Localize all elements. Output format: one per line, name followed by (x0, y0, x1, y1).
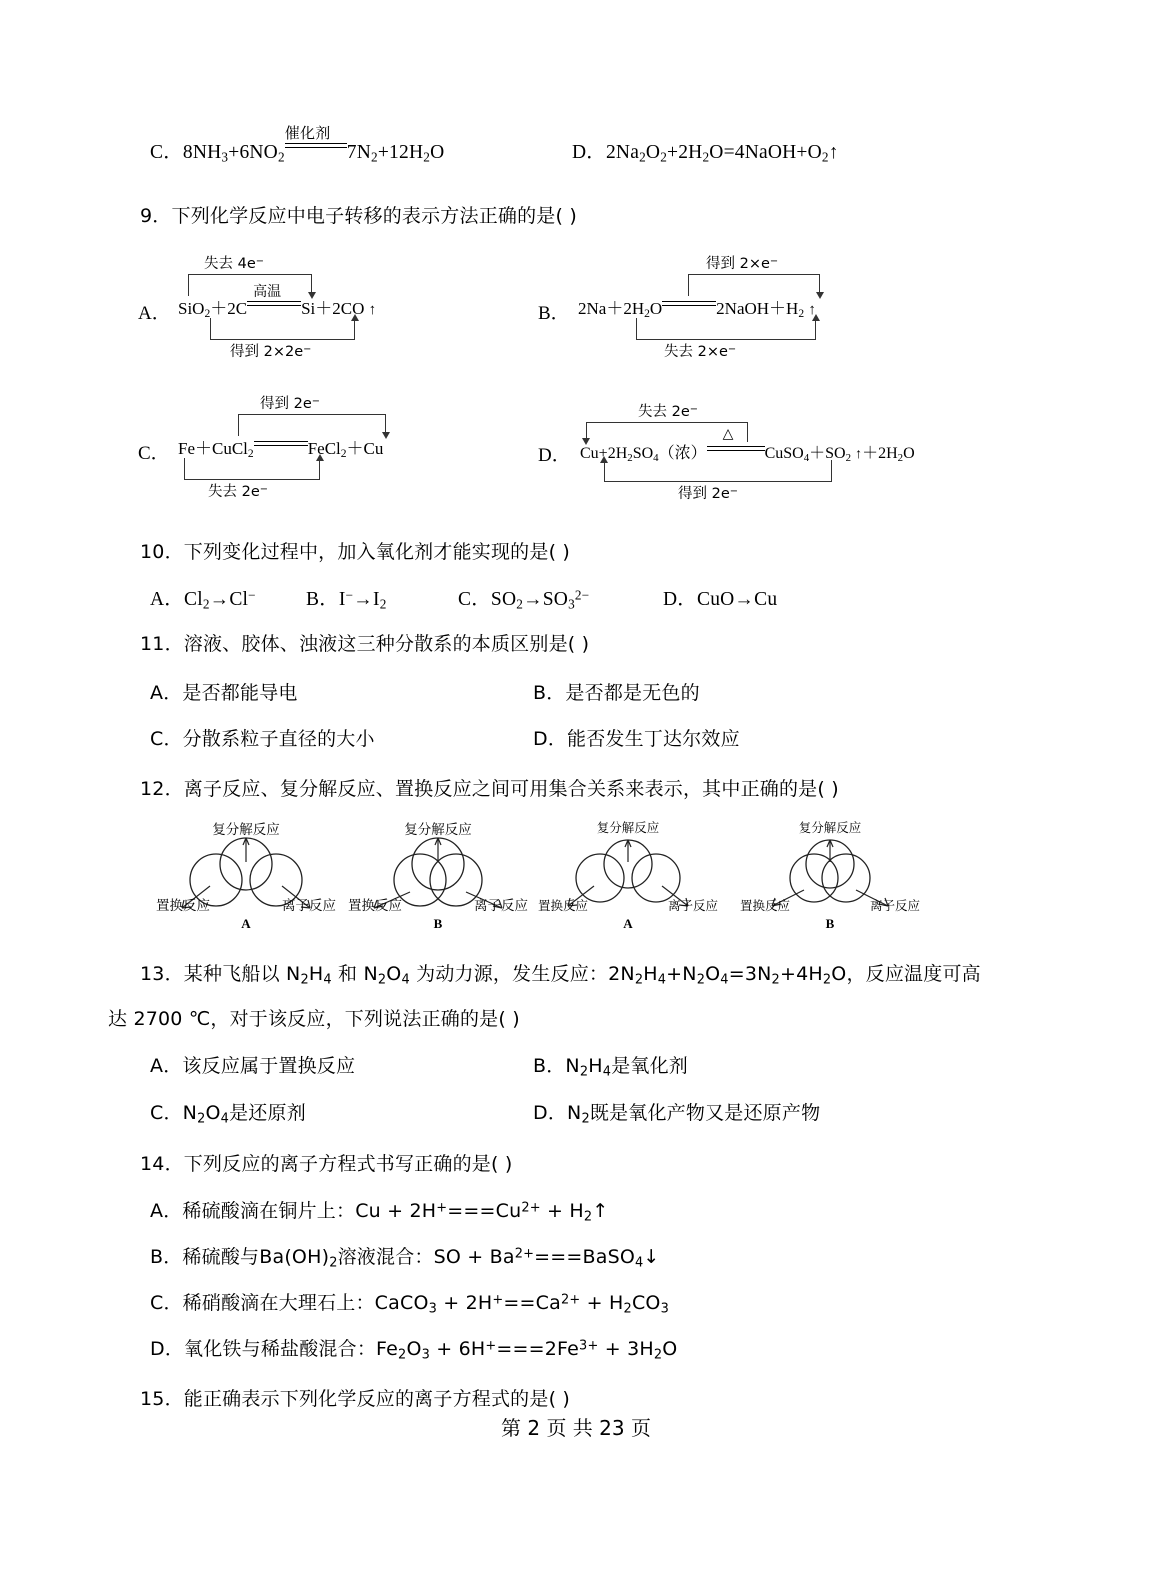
q9-stem: 9．下列化学反应中电子转移的表示方法正确的是( ) (140, 205, 577, 227)
q13-stem-line1: 13．某种飞船以 $N_2H_4$ 和 $N_2O_4$ 为动力源，发生反应：$2N_2H_4+N_2O_4=3N_2+4H_2O$，反应温度可高 (140, 963, 981, 988)
q12-diagram-2-left-label: 置换反应 (348, 898, 402, 914)
q13-option-b: B．$N_2H_4$是氧化剂 (533, 1055, 689, 1080)
q9-c-bottom-caption: 失去 2e− (208, 483, 269, 500)
q14-stem: 14．下列反应的离子方程式书写正确的是( ) (140, 1153, 513, 1175)
q12-diagram-1 (156, 818, 336, 931)
q9-a-top-caption: 失去 4e− (204, 255, 265, 272)
q12-diagram-3 (538, 818, 718, 931)
q14-option-d: D．氧化铁与稀盐酸混合：$Fe_2O_3 + 6H^+===2Fe^{3+} + 3H_2O$ (150, 1338, 678, 1363)
q12-diagram-2-top-label: 复分解反应 (404, 822, 472, 838)
q10-option-b: B．$I^-\to I_2$ (306, 587, 387, 612)
page-footer: 第 2 页 共 23 页 (501, 1416, 651, 1440)
page-content (108, 0, 1044, 1594)
q9-d-bottom-caption: 得到 2e− (678, 485, 739, 502)
q12-diagram-1-right-label: 离子反应 (282, 898, 336, 914)
q9-option-a-letter: A． (138, 303, 171, 324)
q10-option-c: C．$SO_2\to SO_3^{2-}$ (458, 587, 590, 612)
q12-diagram-4-top-label: 复分解反应 (798, 820, 862, 835)
q10-stem: 10．下列变化过程中，加入氧化剂才能实现的是( ) (140, 541, 571, 563)
q12-diagram-3-top-label: 复分解反应 (596, 820, 660, 835)
catalyst-arrow (284, 123, 347, 159)
q15-stem: 15．能正确表示下列化学反应的离子方程式的是( ) (140, 1388, 571, 1410)
q12-diagram-2-letter: B (433, 916, 443, 931)
q13-option-d: D．$N_2$既是氧化产物又是还原产物 (533, 1102, 821, 1127)
q9-b-top-caption: 得到 2×e− (706, 255, 779, 272)
q12-diagram-3-letter: A (623, 916, 633, 931)
q10-option-d: D．CuO→Cu (663, 589, 778, 610)
q12-diagram-3-right-label: 离子反应 (667, 898, 718, 913)
q11-option-c: C．分散系粒子直径的大小 (150, 728, 375, 750)
q9-option-c: C． 得到 2e− Fe＋CuCl$_2$ FeCl$_2$＋Cu 失去 2e− (138, 392, 558, 497)
q12-diagram-3-left-label: 置换反应 (538, 898, 589, 913)
q11-option-d: D．能否发生丁达尔效应 (533, 728, 740, 750)
q9-option-b-letter: B． (538, 303, 570, 324)
q9-option-d: D． 失去 2e− $Cu+2H_2SO_4$（浓） △ $CuSO_4+SO_2$ $↑+2H_2O$ 得到 2e− (538, 400, 998, 505)
q11-option-a: A．是否都能导电 (150, 682, 298, 704)
q13-stem-line2: 达 2700 ℃，对于该反应，下列说法正确的是( ) (108, 1008, 520, 1030)
q12-diagram-2 (348, 818, 528, 931)
q13-option-a: A．该反应属于置换反应 (150, 1055, 356, 1077)
q12-diagram-1-letter: A (241, 916, 251, 931)
q12-diagram-1-top-label: 复分解反应 (212, 822, 280, 838)
q12-diagram-4-right-label: 离子反应 (869, 898, 920, 913)
q9-d-top-caption: 失去 2e− (638, 403, 699, 420)
q14-option-b: B．稀硫酸与$Ba(OH)_2$溶液混合：SO + $Ba^{2+}===BaSO_4↓$ (150, 1246, 660, 1271)
q8-option-d: D．$2Na_2O_2+2H_2O=4NaOH+O_2↑$ (572, 142, 839, 165)
catalyst-label: 催化剂 (284, 123, 331, 142)
q9-c-top-caption: 得到 2e− (260, 395, 321, 412)
q10-option-a: A．$Cl_2\to Cl^-$ (150, 587, 256, 612)
q14-option-c: C．稀硝酸滴在大理石上：CaCO$_3$ + $2H^+==Ca^{2+} + H_2CO_3$ (150, 1292, 669, 1317)
q9-option-d-letter: D． (538, 445, 571, 466)
q9-option-b: B． 得到 2×e− $2Na+2H_2O$ $2NaOH+H_2$ ↑ 失去 2×e− (538, 252, 958, 357)
q12-diagram-4-left-label: 置换反应 (740, 898, 791, 913)
q12-diagram-4 (740, 818, 920, 931)
q9-option-a: A． 失去 4e− SiO$_2$＋2C 高温 Si＋2CO ↑ 得到 2×2e− (138, 252, 538, 357)
q12-stem: 12．离子反应、复分解反应、置换反应之间可用集合关系来表示，其中正确的是( ) (140, 778, 839, 800)
q9-b-bottom-caption: 失去 2×e− (664, 343, 737, 360)
q11-stem: 11．溶液、胶体、浊液这三种分散系的本质区别是( ) (140, 633, 590, 655)
q12-diagram-4-letter: B (825, 916, 835, 931)
q12-diagram-2-right-label: 离子反应 (474, 898, 528, 914)
q14-option-a: A．稀硫酸滴在铜片上：$Cu + 2H^+===Cu^{2+}$ + $H_2↑$ (150, 1200, 609, 1225)
q11-option-b: B．是否都是无色的 (533, 682, 700, 704)
q8-option-c: C．$8NH_3+6NO_2$ 催化剂 $7N_2+12H_2O$ (150, 123, 445, 165)
q9-a-bottom-caption: 得到 2×2e− (230, 343, 312, 360)
q12-diagram-1-left-label: 置换反应 (156, 898, 210, 914)
q13-option-c: C．$N_2O_4$是还原剂 (150, 1102, 306, 1127)
q9-option-c-letter: C． (138, 443, 170, 464)
